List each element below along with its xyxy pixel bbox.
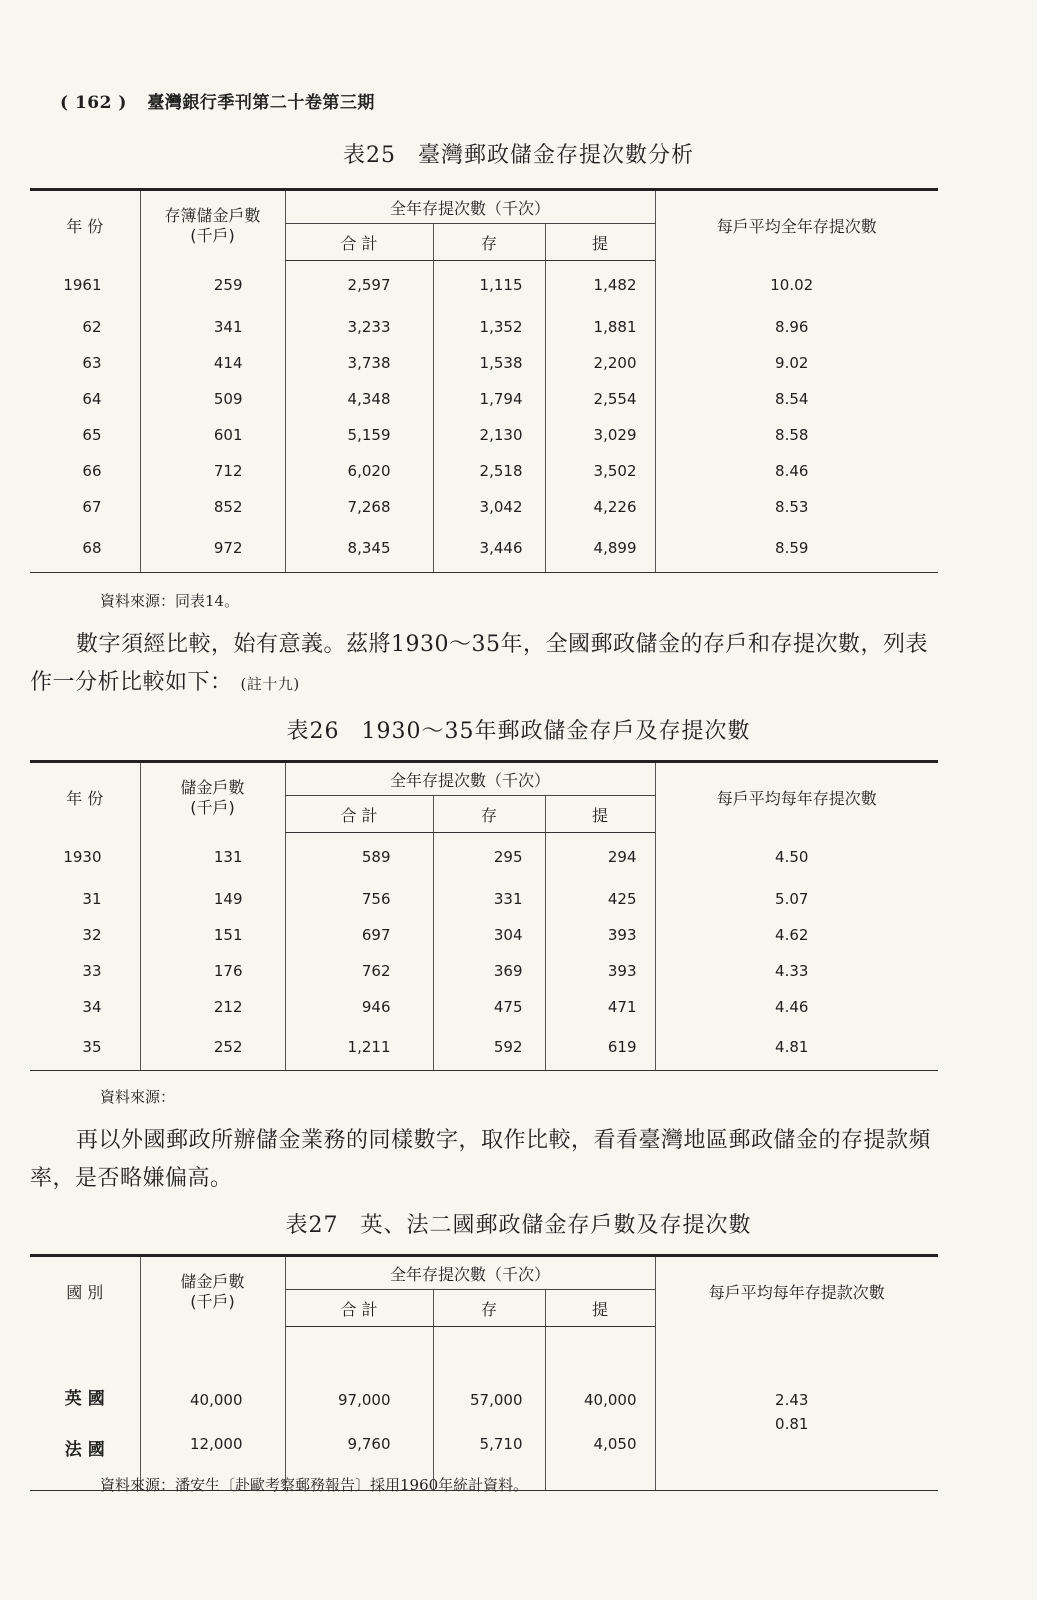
- table25-cell-deposit: 1,115: [433, 261, 545, 309]
- table-row: [30, 833, 938, 881]
- table26: [30, 760, 938, 1071]
- table26-cell-year: 31: [82, 889, 102, 908]
- table27-cell-avg: 2.43: [655, 1327, 938, 1415]
- table25-cell-avg: 8.46: [655, 453, 938, 489]
- table27-header-country: 國 別: [30, 1256, 140, 1327]
- table26-cell-deposit: 475: [433, 989, 545, 1025]
- table26-header-total: 合 計: [285, 796, 433, 833]
- table26-cell-households: 151: [140, 917, 285, 953]
- table25-cell-households: 509: [140, 381, 285, 417]
- table-row: [30, 525, 938, 573]
- table-row: [30, 881, 938, 917]
- table26-cell-withdraw: 393: [545, 917, 655, 953]
- table25-cell-withdraw: 4,899: [545, 525, 655, 573]
- table27: [30, 1254, 938, 1491]
- table25-cell-avg: 10.02: [655, 261, 938, 309]
- table25-cell-withdraw: 4,226: [545, 489, 655, 525]
- table27-cell-total: 97,000: [285, 1327, 433, 1415]
- table27-header-avg: 每戶平均每年存提款次數: [655, 1256, 938, 1327]
- table26-header-households: 儲金戶數(千戶): [140, 762, 285, 833]
- table25-cell-withdraw: 2,200: [545, 345, 655, 381]
- table25-cell-withdraw: 3,502: [545, 453, 655, 489]
- table26-cell-households: 131: [140, 833, 285, 881]
- table25-cell-total: 3,233: [285, 309, 433, 345]
- table25-cell-avg: 8.59: [655, 525, 938, 573]
- table26-header-deposit: 存: [433, 796, 545, 833]
- table27-cell-country: 法 國: [30, 1415, 140, 1491]
- table25-cell-households: 259: [140, 261, 285, 309]
- table26-cell-withdraw: 425: [545, 881, 655, 917]
- table26-header-year: 年 份: [30, 762, 140, 833]
- table25-cell-total: 8,345: [285, 525, 433, 573]
- table25-cell-deposit: 3,042: [433, 489, 545, 525]
- table25-cell-total: 5,159: [285, 417, 433, 453]
- table26-cell-total: 1,211: [285, 1025, 433, 1071]
- table-row: [30, 309, 938, 345]
- table26-source: 資料來源：: [100, 1088, 176, 1106]
- table25-cell-households: 972: [140, 525, 285, 573]
- table25-cell-households: 601: [140, 417, 285, 453]
- table27-cell-country: 英 國: [64, 1388, 105, 1409]
- table26-cell-total: 946: [285, 989, 433, 1025]
- table26-cell-total: 589: [285, 833, 433, 881]
- table26-cell-withdraw: 393: [545, 953, 655, 989]
- table25-header-total: 合 計: [285, 224, 433, 261]
- table26-cell-avg: 4.50: [655, 833, 938, 881]
- table26-cell-avg: 4.33: [655, 953, 938, 989]
- table26-caption: 1930～35年郵政儲金存戶及存提次數: [361, 719, 751, 744]
- paragraph-2-text: 再以外國郵政所辦儲金業務的同樣數字，取作比較，看看臺灣地區郵政儲金的存提款頻率，是否略嫌偏高。: [30, 1128, 932, 1191]
- table26-cell-withdraw: 294: [545, 833, 655, 881]
- table-row: [30, 261, 938, 309]
- table25-header-households: 存簿儲金戶數(千戶): [140, 190, 285, 261]
- table25-cell-withdraw: 1,881: [545, 309, 655, 345]
- table26-cell-avg: 4.62: [655, 917, 938, 953]
- running-head: [60, 88, 375, 113]
- table25-cell-year: 64: [82, 389, 102, 408]
- table26-cell-year: 32: [82, 925, 102, 944]
- table25-cell-total: 4,348: [285, 381, 433, 417]
- table27-header-total: 合 計: [285, 1290, 433, 1327]
- table27-header-deposit: 存: [433, 1290, 545, 1327]
- table25-cell-avg: 8.58: [655, 417, 938, 453]
- table25-header-avg: 每戶平均全年存提次數: [655, 190, 938, 261]
- table-row: [30, 953, 938, 989]
- table26-cell-households: 149: [140, 881, 285, 917]
- table25-cell-avg: 8.53: [655, 489, 938, 525]
- paragraph-2: [30, 1122, 940, 1198]
- table26-cell-deposit: 369: [433, 953, 545, 989]
- table26-header-group: 全年存提次數（千次）: [285, 762, 655, 796]
- table25-cell-deposit: 2,130: [433, 417, 545, 453]
- table25-cell-deposit: 1,538: [433, 345, 545, 381]
- table-row: [30, 489, 938, 525]
- table25-cell-deposit: 1,794: [433, 381, 545, 417]
- table25-cell-total: 7,268: [285, 489, 433, 525]
- table26-cell-households: 252: [140, 1025, 285, 1071]
- table26-cell-year: 34: [82, 997, 102, 1016]
- table27-cell-avg: 0.81: [655, 1415, 938, 1491]
- table25-cell-year: 67: [82, 497, 102, 516]
- table26-cell-households: 212: [140, 989, 285, 1025]
- table25-cell-deposit: 2,518: [433, 453, 545, 489]
- table27-cell-withdraw: 4,050: [545, 1415, 655, 1491]
- table27-cell-deposit: 57,000: [433, 1327, 545, 1415]
- table26-cell-withdraw: 619: [545, 1025, 655, 1071]
- table26-header-withdraw: 提: [545, 796, 655, 833]
- table25-source: 資料來源：同表14。: [100, 592, 240, 610]
- table-row: [30, 453, 938, 489]
- paragraph-1: [30, 626, 940, 703]
- table26-cell-deposit: 295: [433, 833, 545, 881]
- table26-cell-total: 756: [285, 881, 433, 917]
- table26-cell-total: 762: [285, 953, 433, 989]
- table26-cell-year: 35: [30, 1025, 140, 1071]
- table25-cell-year: 68: [30, 525, 140, 573]
- table-row: [30, 417, 938, 453]
- table25-cell-avg: 9.02: [655, 345, 938, 381]
- table25-cell-withdraw: 1,482: [545, 261, 655, 309]
- table25-cell-year: 1961: [63, 275, 102, 294]
- table25-header-group: 全年存提次數（千次）: [285, 190, 655, 224]
- table27-header-withdraw: 提: [545, 1290, 655, 1327]
- table25-cell-withdraw: 2,554: [545, 381, 655, 417]
- table26-cell-households: 176: [140, 953, 285, 989]
- table26-cell-year: 1930: [63, 847, 102, 866]
- table25-cell-total: 3,738: [285, 345, 433, 381]
- table27-cell-households: 12,000: [140, 1415, 285, 1491]
- table25-cell-households: 712: [140, 453, 285, 489]
- table25-cell-total: 2,597: [285, 261, 433, 309]
- table25-title: [0, 138, 1037, 169]
- table25-header-year: 年 份: [30, 190, 140, 261]
- table25-caption: 臺灣郵政儲金存提次數分析: [417, 143, 694, 168]
- table27-title: [0, 1208, 1037, 1239]
- table27-cell-total: 9,760: [285, 1415, 433, 1491]
- table-row: [30, 1025, 938, 1071]
- table26-header-avg: 每戶平均每年存提次數: [655, 762, 938, 833]
- table27-caption: 英、法二國郵政儲金存戶數及存提次數: [360, 1213, 752, 1238]
- table25-cell-avg: 8.96: [655, 309, 938, 345]
- table25-header-withdraw: 提: [545, 224, 655, 261]
- table25-cell-year: 66: [82, 461, 102, 480]
- table27-header-group: 全年存提次數（千次）: [285, 1256, 655, 1290]
- table26-cell-avg: 4.46: [655, 989, 938, 1025]
- table-row: [30, 381, 938, 417]
- table25-header-deposit: 存: [433, 224, 545, 261]
- journal-title: 臺灣銀行季刊第二十卷第三期: [147, 93, 375, 113]
- table25-cell-year: 65: [82, 425, 102, 444]
- table27-cell-deposit: 5,710: [433, 1415, 545, 1491]
- table26-cell-deposit: 304: [433, 917, 545, 953]
- table26-cell-deposit: 592: [433, 1025, 545, 1071]
- table26-cell-avg: 5.07: [655, 881, 938, 917]
- table25-cell-avg: 8.54: [655, 381, 938, 417]
- table25-label: 表25: [342, 143, 396, 168]
- table26-cell-avg: 4.81: [655, 1025, 938, 1071]
- table27-source: 資料來源：潘安生〔赴歐考察郵務報告〕採用1960年統計資料。: [100, 1476, 529, 1494]
- table25-cell-withdraw: 3,029: [545, 417, 655, 453]
- paragraph-1-text: 數字須經比較，始有意義。茲將1930～35年，全國郵政儲金的存戶和存提次數，列表作一分析比較如下：: [30, 632, 928, 695]
- table26-cell-year: 33: [82, 961, 102, 980]
- table25-cell-total: 6,020: [285, 453, 433, 489]
- table27-header-households: 儲金戶數(千戶): [140, 1256, 285, 1327]
- table26-label: 表26: [286, 719, 340, 744]
- table26-cell-deposit: 331: [433, 881, 545, 917]
- table26-title: [0, 714, 1037, 745]
- table25-cell-households: 414: [140, 345, 285, 381]
- table27-label: 表27: [285, 1213, 339, 1238]
- table27-cell-households: 40,000: [140, 1327, 285, 1415]
- table25-cell-deposit: 3,446: [433, 525, 545, 573]
- table-row: [30, 345, 938, 381]
- table-row: [30, 989, 938, 1025]
- table26-cell-withdraw: 471: [545, 989, 655, 1025]
- table25-cell-deposit: 1,352: [433, 309, 545, 345]
- table25: [30, 188, 938, 573]
- table25-cell-year: 63: [82, 353, 102, 372]
- table-row: [30, 1327, 938, 1415]
- table25-cell-households: 341: [140, 309, 285, 345]
- table-row: [30, 917, 938, 953]
- table27-cell-withdraw: 40,000: [545, 1327, 655, 1415]
- table26-cell-total: 697: [285, 917, 433, 953]
- page-number: ( 162 ): [60, 93, 127, 113]
- footnote-ref: (註十九): [240, 675, 300, 693]
- table25-cell-year: 62: [82, 317, 102, 336]
- table25-cell-households: 852: [140, 489, 285, 525]
